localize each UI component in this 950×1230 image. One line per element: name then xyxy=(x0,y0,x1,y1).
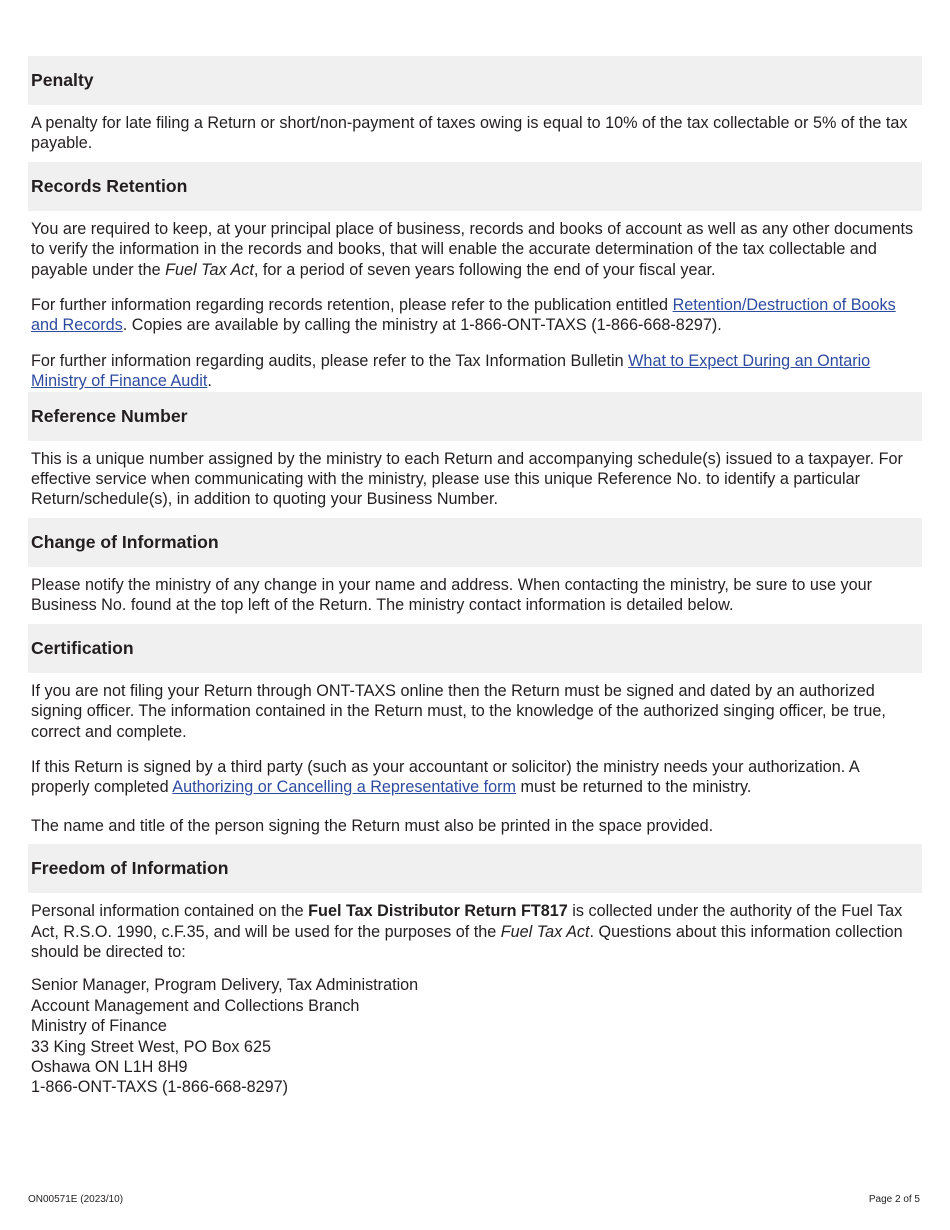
reference-text: This is a unique number assigned by the ministry to each Return and accompanying schedule(s) issued to a taxpayer. For effective service when communicating with the ministry, please use this unique Reference No. to identify a particular Return/schedule(s), in addition to quoting your Business Number. xyxy=(31,449,903,509)
penalty-text: A penalty for late filing a Return or short/non-payment of taxes owing is equal to 10% of the tax collectable or 5% of the tax payable. xyxy=(31,114,908,153)
audit-bulletin-link[interactable]: What to Expect During an Ontario Ministry of Finance Audit xyxy=(31,351,871,391)
certification-paragraph-3: The name and title of the person signing the Return must also be printed in the space provided. xyxy=(31,816,714,835)
address-line: 33 King Street West, PO Box 625 xyxy=(31,1037,271,1056)
address-line: Account Management and Collections Branch xyxy=(31,996,360,1015)
retention-destruction-link[interactable]: Retention/Destruction of Books and Records xyxy=(31,296,896,335)
address-line: Senior Manager, Program Delivery, Tax Administration xyxy=(31,976,419,995)
document-body xyxy=(28,56,922,1098)
penalty-heading: Penalty xyxy=(28,56,922,105)
address-line: Oshawa ON L1H 8H9 xyxy=(31,1057,188,1076)
page-number: Page 2 of 5 xyxy=(868,1194,920,1205)
address-line: Ministry of Finance xyxy=(31,1017,167,1036)
freedom-of-information-heading: Freedom of Information xyxy=(28,844,922,893)
records-retention-heading: Records Retention xyxy=(28,162,922,211)
contact-address xyxy=(28,975,922,1097)
form-code: ON00571E (2023/10) xyxy=(28,1194,124,1205)
representative-form-link[interactable]: Authorizing or Cancelling a Representative form xyxy=(172,778,516,797)
address-line: 1-866-ONT-TAXS (1-866-668-8297) xyxy=(31,1078,289,1097)
certification-paragraph-1: If you are not filing your Return through ONT-TAXS online then the Return must be signed and dated by an authorized signing officer. The information contained in the Return must, to the knowledge of the authorized singing officer, be true, correct and complete. xyxy=(31,681,886,741)
change-text: Please notify the ministry of any change in your name and address. When contacting the ministry, be sure to use your Business No. found at the top left of the Return. The ministry contact information is detailed below. xyxy=(31,575,872,615)
certification-heading: Certification xyxy=(28,624,922,673)
act-name: Fuel Tax Act xyxy=(165,260,254,279)
return-name: Fuel Tax Distributor Return FT817 xyxy=(308,902,568,921)
records-paragraph-2: For further information regarding records retention, please refer to the publication entitled Retention/Destruction of Books and Records. Copies are available by calling the ministry at 1-866-ONT-TAXS (1-866-668-8297). xyxy=(31,296,896,335)
records-paragraph-3: For further information regarding audits, please refer to the Tax Information Bulletin What to Expect During an Ontario Ministry of Finance Audit. xyxy=(31,351,871,391)
act-name: Fuel Tax Act xyxy=(500,922,590,941)
certification-paragraph-2: If this Return is signed by a third party (such as your accountant or solicitor) the ministry needs your authorization. A properly completed Authorizing or Cancelling a Representative form must be returned to the ministry. xyxy=(31,757,859,797)
records-paragraph-1: You are required to keep, at your principal place of business, records and books of account as well as any other documents to verify the information in the records and books, that will enable the accurate determination of the tax collectable and payable under the Fuel Tax Act, for a period of seven years following the end of your fiscal year. xyxy=(31,219,914,279)
reference-number-heading: Reference Number xyxy=(28,392,922,441)
foi-paragraph: Personal information contained on the Fuel Tax Distributor Return FT817 is collected under the authority of the Fuel Tax Act, R.S.O. 1990, c.F.35, and will be used for the purposes of the Fuel Tax Act. Questions about this information collection should be directed to: xyxy=(31,902,903,961)
change-of-information-heading: Change of Information xyxy=(28,518,922,567)
